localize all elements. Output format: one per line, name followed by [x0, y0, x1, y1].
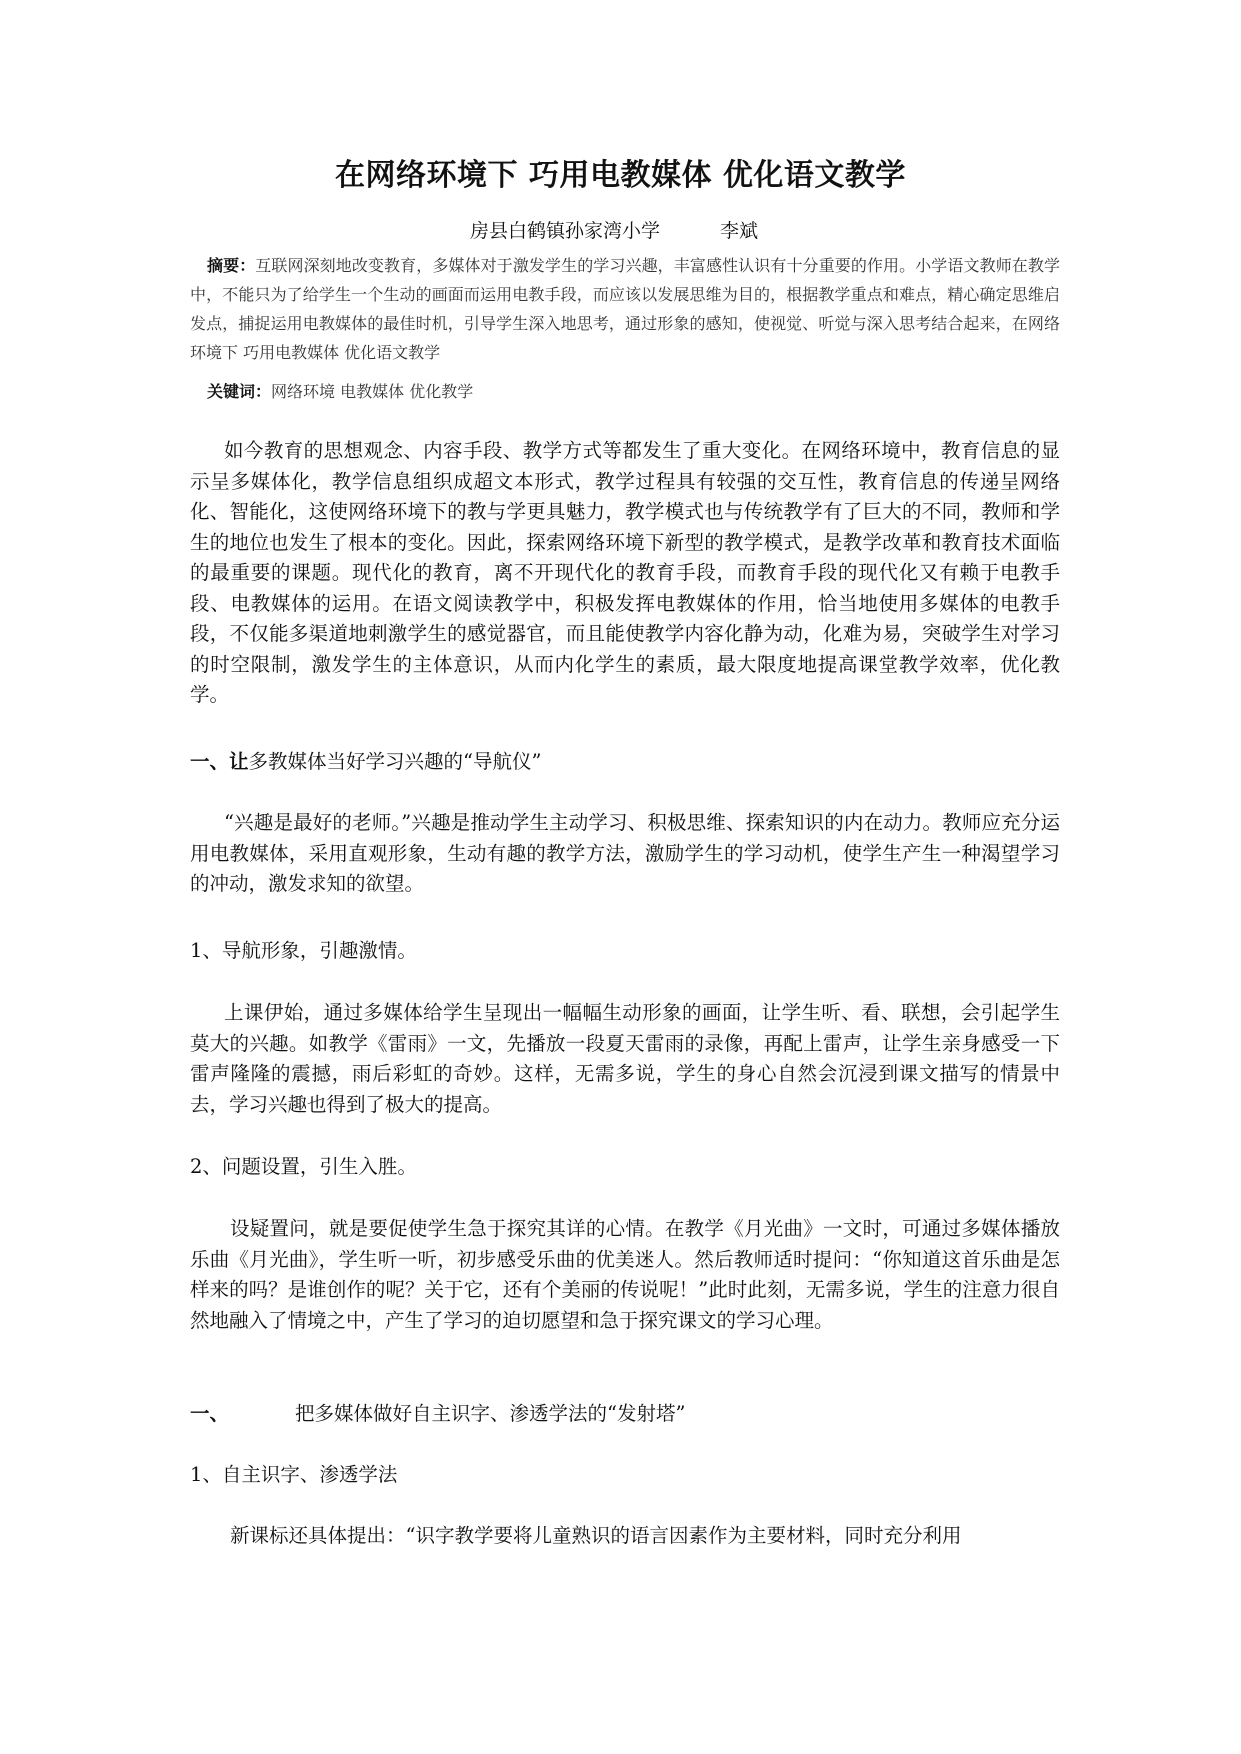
- section-1-sub-2-title: 2、问题设置，引生入胜。: [190, 1155, 417, 1178]
- section-2-title: 把多媒体做好自主识字、渗透学法的“发射塔”: [295, 1402, 686, 1425]
- section-1-sub-1-text: 上课伊始，通过多媒体给学生呈现出一幅幅生动形象的画面，让学生听、看、联想，会引起学生莫大的兴趣。如教学《雷雨》一文，先播放一段夏天雷雨的录像，再配上雷声，让学生亲身感受一下雷声隆隆的震撼，雨后彩虹的奇妙。这样，无需多说，学生的身心自然会沉浸到课文描写的情景中去，学习兴趣也得到了极大的提高。: [190, 1001, 1060, 1116]
- keywords: [207, 379, 473, 405]
- section-2-number: 一、: [190, 1402, 230, 1425]
- keywords-label: 关键词：: [207, 382, 272, 401]
- author-line: [470, 218, 758, 244]
- section-1-sub-1-title: 1、导航形象，引趣激情。: [190, 939, 417, 962]
- section-1-number: 一、让: [190, 750, 249, 773]
- section-2-heading: [190, 1400, 685, 1428]
- author-school: 房县白鹤镇孙家湾小学: [470, 220, 661, 242]
- section-1-heading: [190, 748, 541, 776]
- abstract: [190, 251, 1060, 367]
- keywords-text: 网络环境 电教媒体 优化教学: [271, 382, 474, 401]
- section-2-sub-1-title: 1、自主识字、渗透学法: [190, 1463, 398, 1486]
- abstract-body: [190, 251, 1060, 367]
- abstract-text: 互联网深刻地改变教育，多媒体对于激发学生的学习兴趣，丰富感性认识有十分重要的作用。小学语文教师在教学中，不能只为了给学生一个生动的画面而运用电教手段，而应该以发展思维为目的，根据教学重点和难点，精心确定思维启发点，捕捉运用电教媒体的最佳时机，引导学生深入地思考，通过形象的感知，使视觉、听觉与深入思考结合起来，在网络环境下 巧用电教媒体 优化语文教学: [190, 256, 1060, 362]
- abstract-label: 摘要：: [207, 256, 256, 275]
- section-1-title: 多教媒体当好学习兴趣的“导航仪”: [248, 750, 542, 773]
- intro-paragraph: 如今教育的思想观念、内容手段、教学方式等都发生了重大变化。在网络环境中，教育信息的显示呈多媒体化，教学信息组织成超文本形式，教学过程具有较强的交互性，教育信息的传递呈网络化、智能化，这使网络环境下的教与学更具魅力，教学模式也与传统教学有了巨大的不同，教师和学生的地位也发生了根本的变化。因此，探索网络环境下新型的教学模式，是教学改革和教育技术面临的最重要的课题。现代化的教育，离不开现代化的教育手段，而教育手段的现代化又有赖于电教手段、电教媒体的运用。在语文阅读教学中，积极发挥电教媒体的作用，恰当地使用多媒体的电教手段，不仅能多渠道地刺激学生的感觉器官，而且能使教学内容化静为动，化难为易，突破学生对学习的时空限制，激发学生的主体意识，从而内化学生的素质，最大限度地提高课堂教学效率，优化教学。: [190, 439, 1060, 706]
- author-name: 李斌: [720, 220, 759, 242]
- section-2-sub-1-text: 新课标还具体提出：“识字教学要将儿童熟识的语言因素作为主要材料，同时充分利用: [230, 1524, 962, 1547]
- section-1-sub-2-text: 设疑置问，就是要促使学生急于探究其详的心情。在教学《月光曲》一文时，可通过多媒体播放乐曲《月光曲》，学生听一听，初步感受乐曲的优美迷人。然后教师适时提问：“你知道这首乐曲是怎样来的吗？是谁创作的呢？关于它，还有个美丽的传说呢！”此时此刻，无需多说，学生的注意力很自然地融入了情境之中，产生了学习的迫切愿望和急于探究课文的学习心理。: [190, 1217, 1060, 1332]
- section-1-intro: “兴趣是最好的老师。”兴趣是推动学生主动学习、积极思维、探索知识的内在动力。教师应充分运用电教媒体，采用直观形象，生动有趣的教学方法，激励学生的学习动机，使学生产生一种渴望学习的冲动，激发求知的欲望。: [190, 811, 1060, 895]
- document-title: 在网络环境下 巧用电教媒体 优化语文教学: [335, 158, 906, 193]
